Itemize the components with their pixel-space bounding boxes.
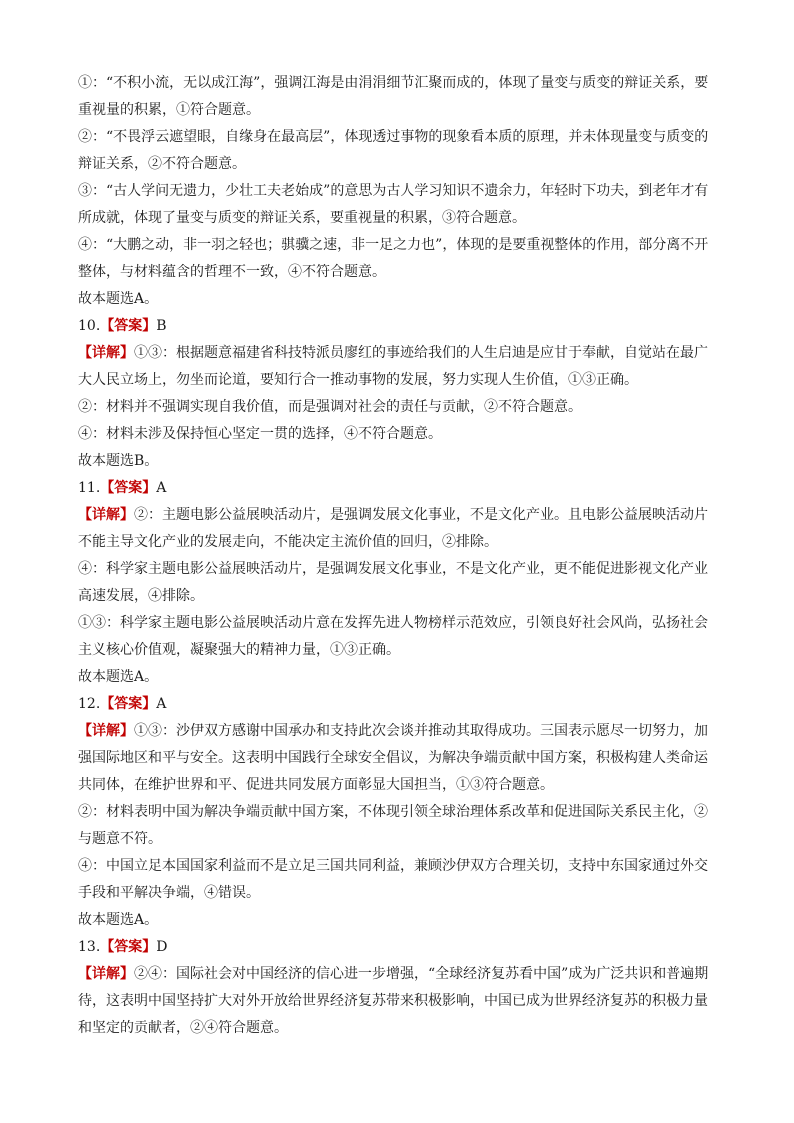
paragraph: ④：“大鹏之动，非一羽之轻也；骐骥之速，非一足之力也”，体现的是要重视整体的作用，部分离不开整体，与材料蕴含的哲理不一致，④不符合题意。	[78, 237, 709, 280]
paragraph: ②：材料表明中国为解决争端贡献中国方案，不体现引领全球治理体系改革和促进国际关系民主化，②与题意不符。	[78, 804, 708, 847]
answer-tag: 【答案】	[100, 318, 157, 334]
question-number: 13.	[78, 939, 101, 955]
detail-text: ①③：沙伊双方感谢中国承办和支持此次会谈并推动其取得成功。三国表示愿尽一切努力，加强国际地区和平与安全。这表明中国践行全球安全倡议，为解决争端贡献中国方案，积极构建人类命运共同体，在维护世界和平、促进共同发展方面彰显大国担当，①③符合题意。	[78, 723, 708, 793]
detail-tag: 【详解】	[78, 966, 134, 982]
paragraph: ③：“古人学问无遗力，少壮工夫老始成”的意思为古人学习知识不遗余力，年轻时下功夫，到老年才有所成就，体现了量变与质变的辩证关系，要重视量的积累，③符合题意。	[78, 183, 709, 226]
conclusion: 故本题选A。	[78, 669, 159, 685]
answer-tag: 【答案】	[100, 480, 157, 496]
conclusion: 故本题选A。	[78, 291, 159, 307]
detail-paragraph	[78, 718, 718, 799]
answer-value: A	[156, 696, 167, 712]
detail-text: ②④：国际社会对中国经济的信心进一步增强，“全球经济复苏看中国”成为广泛共识和普遍期待，这表明中国坚持扩大对外开放给世界经济复苏带来积极影响，中国已成为世界经济复苏的积极力量和坚定的贡献者，②④符合题意。	[78, 966, 709, 1036]
paragraph: ④：科学家主题电影公益展映活动片，是强调发展文化事业，不是文化产业，更不能促进影视文化产业高速发展，④排除。	[78, 561, 708, 604]
paragraph: ④：材料未涉及保持恒心坚定一贯的选择，④不符合题意。	[78, 426, 442, 442]
detail-paragraph	[78, 961, 718, 1042]
answer-heading-10	[78, 313, 718, 340]
detail-text: ①③：根据题意福建省科技特派员廖红的事迹给我们的人生启迪是应甘于奉献，自觉站在最广大人民立场上，勿坐而论道，要知行合一推动事物的发展，努力实现人生价值，①③正确。	[78, 345, 708, 388]
answer-value: B	[156, 318, 167, 334]
detail-paragraph	[78, 340, 718, 394]
conclusion: 故本题选A。	[78, 912, 159, 928]
answer-heading-12	[78, 691, 718, 718]
paragraph: ①③：科学家主题电影公益展映活动片意在发挥先进人物榜样示范效应，引领良好社会风尚，弘扬社会主义核心价值观，凝聚强大的精神力量，①③正确。	[78, 615, 708, 658]
answer-tag: 【答案】	[100, 696, 157, 712]
question-number: 10.	[78, 318, 101, 334]
question-number: 12.	[78, 696, 101, 712]
detail-tag: 【详解】	[78, 345, 134, 361]
detail-text: ②：主题电影公益展映活动片，是强调发展文化事业，不是文化产业。且电影公益展映活动片不能主导文化产业的发展走向，不能决定主流价值的回归，②排除。	[78, 507, 708, 550]
conclusion: 故本题选B。	[78, 453, 159, 469]
answer-value: D	[156, 939, 168, 955]
document-page	[78, 70, 718, 1042]
paragraph: ②：“不畏浮云遮望眼，自缘身在最高层”，体现透过事物的现象看本质的原理，并未体现量变与质变的辩证关系，②不符合题意。	[78, 129, 709, 172]
paragraph: ①：“不积小流，无以成江海”，强调江海是由涓涓细节汇聚而成的，体现了量变与质变的辩证关系，要重视量的积累，①符合题意。	[78, 75, 709, 118]
answer-heading-11	[78, 475, 718, 502]
answer-heading-13	[78, 934, 718, 961]
question-number: 11.	[78, 480, 101, 496]
answer-value: A	[156, 480, 167, 496]
detail-tag: 【详解】	[78, 723, 134, 739]
detail-paragraph	[78, 502, 718, 556]
answer-tag: 【答案】	[100, 939, 157, 955]
detail-tag: 【详解】	[78, 507, 134, 523]
paragraph: ②：材料并不强调实现自我价值，而是强调对社会的责任与贡献，②不符合题意。	[78, 399, 582, 415]
paragraph: ④：中国立足本国国家利益而不是立足三国共同利益，兼顾沙伊双方合理关切，支持中东国家通过外交手段和平解决争端，④错误。	[78, 858, 708, 901]
